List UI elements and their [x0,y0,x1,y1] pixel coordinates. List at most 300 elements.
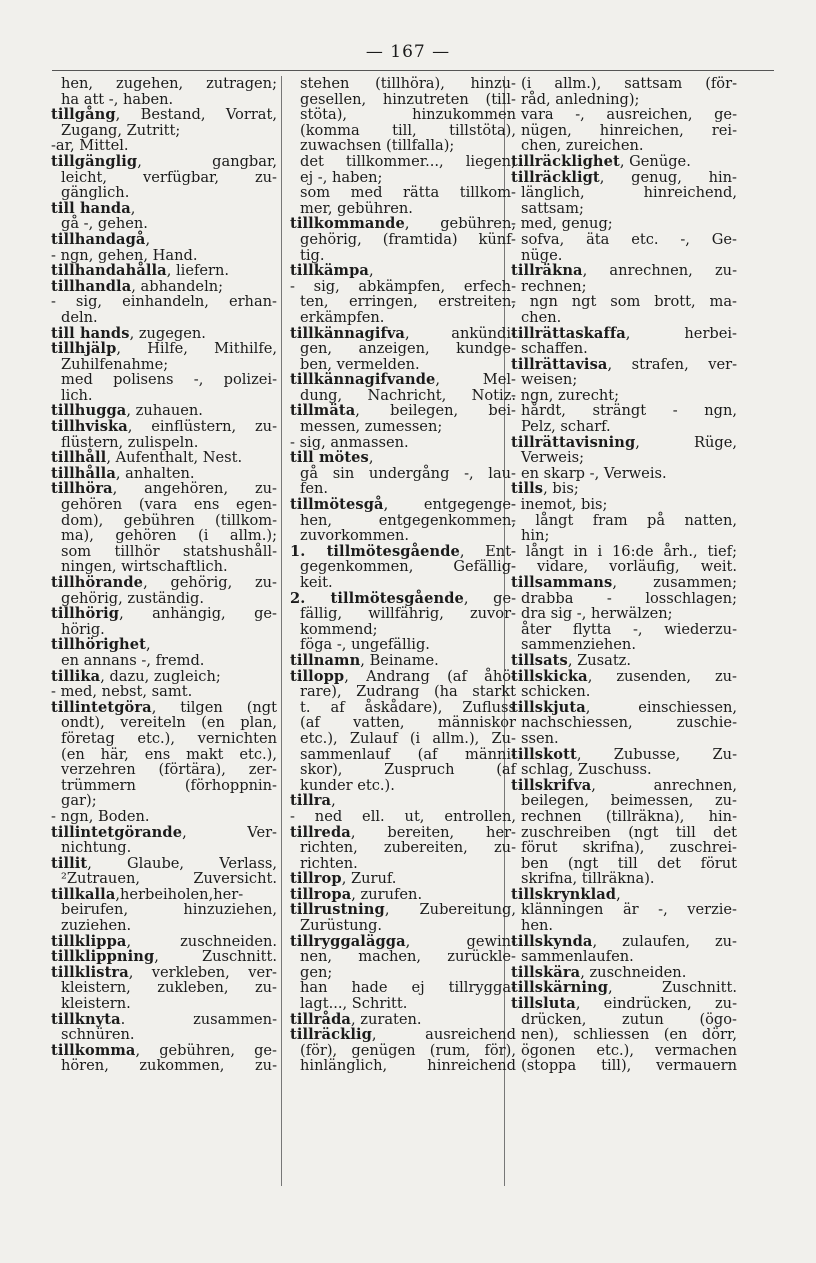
entry-line [290,591,516,607]
text-line [511,76,737,92]
entry-line [511,653,737,669]
headword: tillnamn [290,651,361,669]
line-text: , entgegenge- [383,496,516,514]
headword: tillintetgöra [51,698,152,716]
line-text: som med rätta tillkom- [300,184,516,202]
entry-line [511,934,737,950]
entry-line [51,450,277,466]
line-text: , anhängig, ge- [119,605,277,623]
line-text: , [146,636,151,654]
text-line [511,466,737,482]
line-text: leicht, verfügbar, zu- [61,168,277,186]
text-line [51,778,277,794]
headword: 2. tillmötesgående [290,589,464,607]
text-line [511,294,737,310]
line-text: kleistern, zukleben, zu- [61,979,277,997]
entry-line [290,326,516,342]
headword: tillropa [290,885,352,903]
headword: 1. tillmötesgående [290,542,460,560]
line-text: - sig, anmassen. [290,433,409,451]
text-line [290,840,516,856]
line-text: richten. [300,854,358,872]
line-text: (stoppa till), vermauern [521,1057,737,1075]
line-text: , abhandeln; [131,277,224,295]
line-text: rechnen; [521,277,587,295]
line-text: weisen; [521,371,578,389]
text-line [290,700,516,716]
line-text: , zulaufen, zu- [592,932,737,950]
line-text: , angehören, zu- [112,480,277,498]
line-text: , [616,885,621,903]
text-line [51,248,277,264]
entry-line [290,1012,516,1028]
line-text: gesellen, hinzutreten (till- [300,90,516,108]
line-text: förut skrifna), zuschrei- [521,839,737,857]
headword: tillräkna [511,262,583,280]
text-line [290,965,516,981]
line-text: - ngn, gehen, Hand. [51,246,198,264]
line-text: gehörig, zuständig. [61,589,204,607]
text-line [290,809,516,825]
line-text: , [331,792,336,810]
line-text: schlag, Zuschuss. [521,761,652,779]
text-line [511,123,737,139]
line-text: , [130,199,136,217]
text-line [51,372,277,388]
line-text: ben, vermelden. [300,355,420,373]
entry-line [51,965,277,981]
headword: tillsluta [511,995,576,1013]
line-text: , anrechnen, zu- [582,262,737,280]
line-text: dra sig -, herwälzen; [521,605,673,623]
text-line [290,747,516,763]
line-text: Zugang, Zutritt; [61,121,181,139]
line-text: Zuhilfenahme; [61,355,169,373]
text-line [51,559,277,575]
entry-line [51,279,277,295]
line-text: - ngn ngt som brott, ma- [511,293,737,311]
text-line [290,949,516,965]
entry-line [511,980,737,996]
text-line [511,1027,737,1043]
line-text: ma), gehören (i allm.); [61,527,277,545]
entry-line [51,949,277,965]
entry-line [290,887,516,903]
text-line [51,216,277,232]
line-text: , [368,262,374,280]
line-text: , zuschneiden. [580,963,687,981]
text-line [511,715,737,731]
text-line [511,403,737,419]
text-line [511,606,737,622]
line-text: , Genüge. [619,152,691,170]
line-text: , Andrang (af åhö- [344,667,516,685]
entry-line [51,232,277,248]
entry-line [290,544,516,560]
entry-line [51,419,277,435]
headword: tillra [290,792,332,810]
headword: tillkomma [51,1041,136,1059]
text-line [290,715,516,731]
text-line [290,731,516,747]
text-line [511,513,737,529]
entry-line [51,1043,277,1059]
text-line [511,310,737,326]
line-text: hårdt, strängt - ngn, [521,402,737,420]
line-text: ben (ngt till det förut [521,854,737,872]
entry-line [511,481,737,497]
line-text: , liefern. [166,262,230,280]
text-line [290,513,516,529]
headword: tillrustning [290,901,385,919]
text-line [290,294,516,310]
text-line [511,248,737,264]
line-text: beirufen, hinzuziehen, [61,901,277,919]
headword: tillhandla [51,277,132,295]
text-line [51,92,277,108]
line-text: beilegen, beimessen, zu- [521,792,737,810]
headword: tills [511,480,544,498]
line-text: ej -, haben; [300,168,383,186]
text-line [290,559,516,575]
line-text: , genug, hin- [599,168,737,186]
line-text: nüge. [521,246,563,264]
entry-line [51,326,277,342]
entry-line [511,170,737,186]
text-line [511,372,737,388]
text-line [51,840,277,856]
entry-line [290,372,516,388]
headword: tillrop [290,870,342,888]
headword: tillskott [511,745,577,763]
text-line [511,762,737,778]
line-text: zuwachsen (tillfalla); [300,137,455,155]
line-text: schnüren. [61,1026,135,1044]
line-text: , strafen, ver- [607,355,737,373]
line-text: , Bestand, Vorrat, [115,106,277,124]
headword: tillräckligt [511,168,600,186]
line-text: , gewin- [405,932,516,950]
line-text: , zusammen; [612,574,737,591]
text-line [290,996,516,1012]
entry-line [290,934,516,950]
text-line [51,435,277,451]
line-text: , herbei- [625,324,737,342]
line-text: föga -, ungefällig. [300,636,430,654]
text-line [51,123,277,139]
text-line [290,466,516,482]
text-line [51,310,277,326]
text-line [290,435,516,451]
entry-line [51,201,277,217]
text-line [290,310,516,326]
headword: tillräcklighet [511,152,620,170]
headword: tillklippning [51,948,155,966]
line-text: sattsam; [521,199,584,217]
line-text: hinlänglich, hinreichend [300,1057,516,1075]
line-text: schicken. [521,683,591,701]
line-text: , Aufenthalt, Nest. [106,449,243,467]
text-line [51,684,277,700]
line-text: , Zuruf. [341,870,397,888]
headword: tillgänglig [51,152,138,170]
entry-line [51,154,277,170]
headword: tillkännagifva [290,324,405,342]
line-text: ondt), vereiteln (en plan, [61,714,277,732]
text-line [290,980,516,996]
text-line [51,591,277,607]
line-text: lich. [61,386,93,404]
line-text: nügen, hinreichen, rei- [521,121,737,139]
line-text: - ngn, Boden. [51,807,150,825]
line-text: keit. [300,574,333,591]
line-text: t. af åskådare), Zufluss [300,698,516,716]
text-line [511,419,737,435]
text-line [51,980,277,996]
text-line [511,637,737,653]
headword: till mötes [290,449,369,467]
text-line [290,170,516,186]
entry-line [511,778,737,794]
page-number: — 167 — [365,42,451,62]
line-text: ögonen etc.), vermachen [521,1041,737,1059]
line-text: sofva, äta etc. -, Ge- [521,230,737,248]
headword: tillgång [51,106,116,124]
text-line [290,481,516,497]
line-text: rare), Zudrang (ha starkt [300,683,516,701]
text-line [51,996,277,1012]
text-line [290,185,516,201]
headword: tillknyta [51,1010,121,1028]
line-text: åter flytta -, wiederzu- [521,620,737,638]
text-line [290,248,516,264]
entry-line [511,575,737,591]
line-text: nachschiessen, zuschie- [521,714,737,732]
text-line [51,1027,277,1043]
text-line [511,1043,737,1059]
line-text: rechnen (tillräkna), hin- [521,807,737,825]
headword: tillråda [290,1010,351,1028]
line-text: , Rüge, [635,433,737,451]
line-text: (en här, ens makt etc.), [61,745,277,763]
line-text: länglich, hinreichend, [521,184,737,202]
line-text: , zurufen. [351,885,423,903]
entry-line [511,263,737,279]
text-line [51,513,277,529]
line-text: - sig, einhandeln, erhan- [51,293,277,311]
line-text: med polisens -, polizei- [61,371,277,389]
line-text: (för), genügen (rum, för), [300,1041,516,1059]
headword: tillkalla [51,885,116,903]
text-line [51,185,277,201]
line-text: , bis; [543,480,579,498]
entry-line [51,575,277,591]
text-line [51,294,277,310]
headword: tillskrynklad [511,885,617,903]
headword: tillryggalägga [290,932,406,950]
line-text: , verkleben, ver- [128,963,277,981]
text-line [511,591,737,607]
line-text: nen), schliessen (en dörr, [521,1026,737,1044]
text-line [290,575,516,591]
line-text: hören, zukommen, zu- [61,1057,277,1075]
line-text: , beilegen, bei- [355,402,516,420]
line-text: skrifna, tillräkna). [521,870,655,888]
entry-line [51,934,277,950]
line-text: , Ver- [182,823,277,841]
headword: tillkämpa [290,262,369,280]
headword: tillhåll [51,449,107,467]
line-text: , Zubusse, Zu- [576,745,737,763]
text-line [511,856,737,872]
entry-line [51,403,277,419]
headword: tillhörande [51,574,144,591]
line-text: lagt..., Schritt. [300,995,408,1013]
line-text: . zusammen- [120,1010,277,1028]
line-text: , einschiessen, [585,698,737,716]
line-text: , [145,230,151,248]
headword: tillit [51,854,88,872]
text-line [51,871,277,887]
text-line [511,185,737,201]
text-line [511,497,737,513]
line-text: som tillhör statshushåll- [61,542,277,560]
headword: tillreda [290,823,351,841]
text-line [290,528,516,544]
text-line [51,622,277,638]
line-text: gehörig, (framtida) künf- [300,230,516,248]
line-text: sammenziehen. [521,636,636,654]
line-text: , zuraten. [350,1010,422,1028]
text-line [290,1058,516,1074]
line-text: ningen, wirtschaftlich. [61,558,228,576]
headword: tillskjuta [511,698,586,716]
column-3 [511,76,737,1074]
text-line [51,544,277,560]
headword: tillkommande [290,215,405,233]
headword: tillrättavisning [511,433,636,451]
headword: tillhandagå [51,230,146,248]
text-line [511,279,737,295]
line-text: flüstern, zulispeln. [61,433,199,451]
line-text: (komma till, tillstöta), [300,121,516,139]
line-text: en annans -, fremd. [61,651,205,669]
line-text: skor), Zuspruch (af [300,761,516,779]
text-line [511,809,737,825]
column-2 [290,76,516,1074]
text-line [290,1043,516,1059]
headword: tillklistra [51,963,129,981]
text-line [290,622,516,638]
text-line [290,357,516,373]
line-text: hörig. [61,620,105,638]
text-line [511,840,737,856]
entry-line [51,341,277,357]
headword: tillhöra [51,480,113,498]
line-text: richten, zubereiten, zu- [300,839,516,857]
line-text: - vidare, vorläufig, weit. [511,558,737,576]
line-text: trümmern (förhoppnin- [61,776,277,794]
text-line [51,715,277,731]
text-line [51,528,277,544]
headword: tillhålla [51,464,116,482]
text-line [290,138,516,154]
line-text: - sig, abkämpfen, erfech- [290,277,516,295]
headword: tillskära [511,963,581,981]
line-text: - inemot, bis; [511,496,608,514]
line-text: stöta), hinzukommen [300,106,516,124]
line-text: messen, zumessen; [300,418,443,436]
line-text: gen; [300,963,333,981]
line-text: drücken, zutun (ögo- [521,1010,737,1028]
text-line [290,856,516,872]
line-text: chen, zureichen. [521,137,644,155]
line-text: stehen (tillhöra), hinzu- [300,75,516,92]
text-line [511,902,737,918]
text-line [51,747,277,763]
entry-line [511,669,737,685]
text-line [511,918,737,934]
headword: tillhjälp [51,340,117,358]
entry-line [290,669,516,685]
entry-line [51,606,277,622]
text-line [511,622,737,638]
text-line [290,76,516,92]
line-text: det tillkommer..., liegen; [300,152,516,170]
headword: tillskrifva [511,776,592,794]
line-text: , Zusatz. [567,651,632,669]
line-text: , zuschneiden. [126,932,277,950]
entry-line [290,793,516,809]
text-line [511,825,737,841]
line-text: , anhalten. [115,464,195,482]
text-line [51,902,277,918]
text-line [511,107,737,123]
text-line [51,138,277,154]
line-text: ten, erringen, erstreiten, [300,293,516,311]
line-text: , gebühren, ge- [135,1041,277,1059]
headword: tillmäta [290,402,356,420]
line-text: verzehren (förtära), zer- [61,761,277,779]
line-text: , ankündi- [404,324,516,342]
text-line [290,341,516,357]
line-text: deln. [61,308,98,326]
line-text: etc.), Zulauf (i allm.), Zu- [300,729,516,747]
text-line [51,809,277,825]
line-text: mer, gebühren. [300,199,413,217]
headword: tillhörig [51,605,120,623]
line-text: , ausreichend [371,1026,516,1044]
text-line [511,684,737,700]
line-text: nichtung. [61,839,132,857]
text-line [290,107,516,123]
entry-line [511,965,737,981]
text-line [511,201,737,217]
line-text: , Hilfe, Mithilfe, [116,340,277,358]
entry-line [51,887,277,903]
line-text: , zuhauen. [126,402,203,420]
line-text: hen, zugehen, zutragen; [61,75,277,92]
text-line [511,450,737,466]
line-text: , gangbar, [137,152,277,170]
headword: tillhviska [51,418,128,436]
line-text: erkämpfen. [300,308,385,326]
headword: tillsammans [511,574,613,591]
entry-line [290,497,516,513]
line-text: gå sin undergång -, lau- [300,464,516,482]
line-text: , eindrücken, zu- [575,995,737,1013]
text-line [511,138,737,154]
